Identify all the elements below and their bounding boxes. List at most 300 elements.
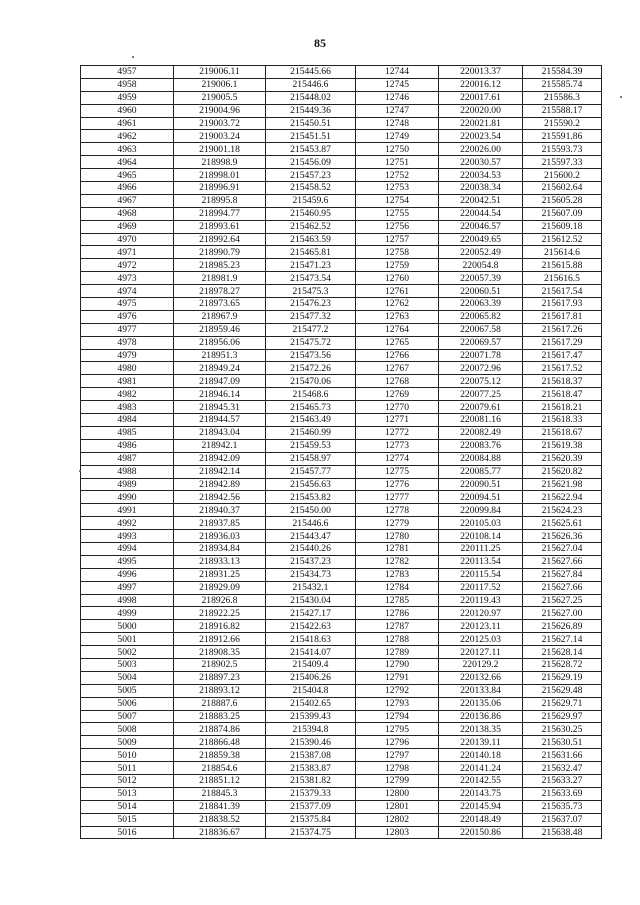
table-cell: 215462.52: [266, 220, 356, 233]
table-cell: 220034.53: [439, 169, 523, 182]
table-cell: 215627.14: [523, 633, 602, 646]
table-cell: 220057.39: [439, 272, 523, 285]
table-cell: 218995.8: [174, 194, 266, 207]
table-row: [81, 426, 602, 439]
table-cell: 215626.36: [523, 530, 602, 543]
table-cell: 215449.36: [266, 104, 356, 117]
table-cell: 5010: [81, 749, 174, 762]
table-cell: 218973.65: [174, 298, 266, 311]
table-cell: 12791: [356, 671, 439, 684]
table-cell: 215427.17: [266, 607, 356, 620]
table-cell: 218959.46: [174, 323, 266, 336]
table-cell: 12798: [356, 762, 439, 775]
table-cell: 220017.61: [439, 91, 523, 104]
table-cell: 220138.35: [439, 723, 523, 736]
table-cell: 218883.25: [174, 710, 266, 723]
table-cell: 220143.75: [439, 787, 523, 800]
table-row: [81, 375, 602, 388]
table-cell: 4992: [81, 517, 174, 530]
table-cell: 4996: [81, 568, 174, 581]
table-cell: 5016: [81, 826, 174, 839]
table-cell: 215617.93: [523, 298, 602, 311]
table-cell: 12795: [356, 723, 439, 736]
table-row: [81, 194, 602, 207]
table-cell: 5013: [81, 787, 174, 800]
table-cell: 218992.64: [174, 233, 266, 246]
table-cell: 12779: [356, 517, 439, 530]
table-cell: 4967: [81, 194, 174, 207]
table-cell: 215451.51: [266, 130, 356, 143]
table-cell: 215475.72: [266, 336, 356, 349]
table-cell: 218859.38: [174, 749, 266, 762]
table-row: [81, 285, 602, 298]
table-cell: 4989: [81, 478, 174, 491]
table-cell: 220069.57: [439, 336, 523, 349]
table-cell: 220030.57: [439, 156, 523, 169]
table-row: [81, 439, 602, 452]
table-row: [81, 388, 602, 401]
table-cell: 4998: [81, 594, 174, 607]
table-cell: 215377.09: [266, 800, 356, 813]
table-cell: 215617.81: [523, 310, 602, 323]
table-cell: 12750: [356, 143, 439, 156]
table-cell: 218998.9: [174, 156, 266, 169]
table-cell: 4969: [81, 220, 174, 233]
table-cell: 215631.66: [523, 749, 602, 762]
table-row: [81, 749, 602, 762]
table-cell: 215453.82: [266, 491, 356, 504]
table-cell: 215437.23: [266, 555, 356, 568]
table-cell: 12744: [356, 66, 439, 79]
table-cell: 215440.26: [266, 542, 356, 555]
table-cell: 218836.67: [174, 826, 266, 839]
table-cell: 215458.97: [266, 452, 356, 465]
table-cell: 5005: [81, 684, 174, 697]
table-cell: 4999: [81, 607, 174, 620]
coordinates-table: [80, 65, 602, 839]
table-cell: 215450.51: [266, 117, 356, 130]
table-cell: 215457.77: [266, 465, 356, 478]
table-row: [81, 91, 602, 104]
table-cell: 4973: [81, 272, 174, 285]
table-cell: 12769: [356, 388, 439, 401]
table-cell: 215390.46: [266, 736, 356, 749]
table-cell: 218945.31: [174, 401, 266, 414]
table-cell: 215460.99: [266, 426, 356, 439]
table-cell: 220049.65: [439, 233, 523, 246]
table-cell: 12797: [356, 749, 439, 762]
table-cell: 220038.34: [439, 182, 523, 195]
table-cell: 215399.43: [266, 710, 356, 723]
table-cell: 218994.77: [174, 207, 266, 220]
table-cell: 220133.84: [439, 684, 523, 697]
table-row: [81, 156, 602, 169]
table-cell: 4977: [81, 323, 174, 336]
table-row: [81, 130, 602, 143]
table-cell: 4982: [81, 388, 174, 401]
table-cell: 220150.86: [439, 826, 523, 839]
table-row: [81, 362, 602, 375]
table-cell: 218931.25: [174, 568, 266, 581]
table-cell: 5002: [81, 646, 174, 659]
table-cell: 218947.09: [174, 375, 266, 388]
table-cell: 12787: [356, 620, 439, 633]
table-cell: 215627.04: [523, 542, 602, 555]
table-cell: 220127.11: [439, 646, 523, 659]
table-cell: 220083.76: [439, 439, 523, 452]
table-cell: 215618.37: [523, 375, 602, 388]
table-cell: 12749: [356, 130, 439, 143]
table-cell: 12763: [356, 310, 439, 323]
table-cell: 220142.55: [439, 774, 523, 787]
table-cell: 12786: [356, 607, 439, 620]
table-cell: 215620.39: [523, 452, 602, 465]
table-cell: 215468.6: [266, 388, 356, 401]
table-cell: 215446.6: [266, 517, 356, 530]
table-cell: 220042.51: [439, 194, 523, 207]
table-cell: 4976: [81, 310, 174, 323]
table-row: [81, 259, 602, 272]
table-cell: 215616.5: [523, 272, 602, 285]
table-cell: 215402.65: [266, 697, 356, 710]
table-cell: 219006.1: [174, 78, 266, 91]
table-cell: 215628.72: [523, 658, 602, 671]
table-cell: 218851.12: [174, 774, 266, 787]
table-row: [81, 310, 602, 323]
table-cell: 12780: [356, 530, 439, 543]
table-cell: 215586.3: [523, 91, 602, 104]
scan-speck: [620, 96, 622, 98]
table-row: [81, 233, 602, 246]
table-cell: 220125.03: [439, 633, 523, 646]
table-cell: 218887.6: [174, 697, 266, 710]
table-row: [81, 143, 602, 156]
table-cell: 215446.6: [266, 78, 356, 91]
table-cell: 218949.24: [174, 362, 266, 375]
table-row: [81, 465, 602, 478]
table-cell: 215635.73: [523, 800, 602, 813]
table-row: [81, 710, 602, 723]
table-cell: 215629.19: [523, 671, 602, 684]
table-cell: 220054.8: [439, 259, 523, 272]
table-cell: 220060.51: [439, 285, 523, 298]
table-cell: 218874.86: [174, 723, 266, 736]
table-row: [81, 207, 602, 220]
table-row: [81, 684, 602, 697]
table-cell: 215418.63: [266, 633, 356, 646]
table-cell: 215463.59: [266, 233, 356, 246]
table-cell: 215477.2: [266, 323, 356, 336]
table-cell: 218845.3: [174, 787, 266, 800]
table-cell: 12766: [356, 349, 439, 362]
table-cell: 4984: [81, 414, 174, 427]
table-row: [81, 826, 602, 839]
table-cell: 218942.89: [174, 478, 266, 491]
table-row: [81, 697, 602, 710]
table-cell: 215591.86: [523, 130, 602, 143]
table-cell: 4963: [81, 143, 174, 156]
table-row: [81, 517, 602, 530]
table-cell: 218936.03: [174, 530, 266, 543]
table-cell: 220021.81: [439, 117, 523, 130]
table-cell: 215470.06: [266, 375, 356, 388]
table-row: [81, 607, 602, 620]
table-cell: 215463.49: [266, 414, 356, 427]
table-row: [81, 762, 602, 775]
table-cell: 215458.52: [266, 182, 356, 195]
table-row: [81, 658, 602, 671]
table-cell: 215622.94: [523, 491, 602, 504]
table-cell: 12752: [356, 169, 439, 182]
table-cell: 215404.8: [266, 684, 356, 697]
table-cell: 12765: [356, 336, 439, 349]
table-cell: 215628.14: [523, 646, 602, 659]
table-cell: 12802: [356, 813, 439, 826]
table-cell: 215379.33: [266, 787, 356, 800]
table-cell: 5004: [81, 671, 174, 684]
table-cell: 12757: [356, 233, 439, 246]
table-cell: 215450.00: [266, 504, 356, 517]
table-cell: 218854.6: [174, 762, 266, 775]
table-cell: 12767: [356, 362, 439, 375]
table-cell: 220111.25: [439, 542, 523, 555]
table-cell: 218916.82: [174, 620, 266, 633]
table-row: [81, 323, 602, 336]
table-cell: 219003.24: [174, 130, 266, 143]
table-cell: 218942.09: [174, 452, 266, 465]
table-cell: 215409.4: [266, 658, 356, 671]
table-cell: 218985.23: [174, 259, 266, 272]
table-cell: 215638.48: [523, 826, 602, 839]
table-cell: 4991: [81, 504, 174, 517]
table-cell: 218866.48: [174, 736, 266, 749]
table-cell: 220081.16: [439, 414, 523, 427]
table-cell: 12746: [356, 91, 439, 104]
table-cell: 4964: [81, 156, 174, 169]
scan-speck: [79, 470, 81, 472]
table-cell: 218990.79: [174, 246, 266, 259]
table-cell: 4961: [81, 117, 174, 130]
table-row: [81, 220, 602, 233]
table-cell: 215473.54: [266, 272, 356, 285]
table-cell: 215629.97: [523, 710, 602, 723]
table-cell: 215584.39: [523, 66, 602, 79]
table-cell: 219001.18: [174, 143, 266, 156]
table-cell: 4958: [81, 78, 174, 91]
table-cell: 218926.8: [174, 594, 266, 607]
table-cell: 215627.25: [523, 594, 602, 607]
table-cell: 220085.77: [439, 465, 523, 478]
table-cell: 5000: [81, 620, 174, 633]
table-cell: 215383.87: [266, 762, 356, 775]
table-cell: 215375.84: [266, 813, 356, 826]
table-cell: 215414.07: [266, 646, 356, 659]
table-cell: 12782: [356, 555, 439, 568]
table-cell: 215602.64: [523, 182, 602, 195]
table-cell: 220139.11: [439, 736, 523, 749]
table-cell: 215627.66: [523, 555, 602, 568]
table-cell: 215609.18: [523, 220, 602, 233]
table-cell: 215627.84: [523, 568, 602, 581]
table-cell: 12756: [356, 220, 439, 233]
table-cell: 12771: [356, 414, 439, 427]
table-cell: 215456.63: [266, 478, 356, 491]
table-cell: 4983: [81, 401, 174, 414]
table-cell: 219005.5: [174, 91, 266, 104]
table-row: [81, 182, 602, 195]
table-row: [81, 723, 602, 736]
table-cell: 12768: [356, 375, 439, 388]
table-row: [81, 504, 602, 517]
table-cell: 215394.8: [266, 723, 356, 736]
table-cell: 220129.2: [439, 658, 523, 671]
table-cell: 215605.28: [523, 194, 602, 207]
table-cell: 4957: [81, 66, 174, 79]
table-cell: 220141.24: [439, 762, 523, 775]
table-cell: 218943.04: [174, 426, 266, 439]
table-cell: 4995: [81, 555, 174, 568]
table-row: [81, 646, 602, 659]
table-cell: 12764: [356, 323, 439, 336]
table-cell: 218942.14: [174, 465, 266, 478]
table-cell: 215443.47: [266, 530, 356, 543]
table-cell: 215387.08: [266, 749, 356, 762]
table-cell: 4974: [81, 285, 174, 298]
table-row: [81, 736, 602, 749]
table-cell: 220020.00: [439, 104, 523, 117]
table-cell: 215632.47: [523, 762, 602, 775]
table-cell: 218944.57: [174, 414, 266, 427]
table-row: [81, 800, 602, 813]
table-cell: 12773: [356, 439, 439, 452]
table-cell: 5009: [81, 736, 174, 749]
table-cell: 215627.00: [523, 607, 602, 620]
table-cell: 12800: [356, 787, 439, 800]
table-cell: 218946.14: [174, 388, 266, 401]
table-cell: 12758: [356, 246, 439, 259]
table-cell: 4970: [81, 233, 174, 246]
table-cell: 220115.54: [439, 568, 523, 581]
table-row: [81, 78, 602, 91]
table-cell: 4959: [81, 91, 174, 104]
table-row: [81, 298, 602, 311]
table-row: [81, 336, 602, 349]
table-cell: 220084.88: [439, 452, 523, 465]
table-cell: 215618.21: [523, 401, 602, 414]
table-cell: 4965: [81, 169, 174, 182]
table-row: [81, 349, 602, 362]
table-cell: 215617.47: [523, 349, 602, 362]
table-row: [81, 555, 602, 568]
table-cell: 215614.6: [523, 246, 602, 259]
table-cell: 12747: [356, 104, 439, 117]
table-cell: 5011: [81, 762, 174, 775]
table-cell: 220044.54: [439, 207, 523, 220]
table-cell: 12793: [356, 697, 439, 710]
table-cell: 4979: [81, 349, 174, 362]
table-cell: 220072.96: [439, 362, 523, 375]
table-cell: 12748: [356, 117, 439, 130]
table-cell: 218998.01: [174, 169, 266, 182]
table-cell: 215434.73: [266, 568, 356, 581]
table-cell: 215432.1: [266, 581, 356, 594]
table-cell: 215626.89: [523, 620, 602, 633]
table-row: [81, 787, 602, 800]
table-cell: 215617.52: [523, 362, 602, 375]
table-cell: 218893.12: [174, 684, 266, 697]
table-row: [81, 401, 602, 414]
table-cell: 218956.06: [174, 336, 266, 349]
table-cell: 220052.49: [439, 246, 523, 259]
table-cell: 220046.57: [439, 220, 523, 233]
table-cell: 215607.09: [523, 207, 602, 220]
table-cell: 220105.03: [439, 517, 523, 530]
table-cell: 220013.37: [439, 66, 523, 79]
table-cell: 215618.33: [523, 414, 602, 427]
table-cell: 215624.23: [523, 504, 602, 517]
table-row: [81, 104, 602, 117]
table-cell: 4968: [81, 207, 174, 220]
table-cell: 215475.3: [266, 285, 356, 298]
table-cell: 12745: [356, 78, 439, 91]
table-cell: 215637.07: [523, 813, 602, 826]
table-cell: 215612.52: [523, 233, 602, 246]
table-cell: 215459.6: [266, 194, 356, 207]
table-body: [81, 66, 602, 839]
table-cell: 215406.26: [266, 671, 356, 684]
coordinates-table-container: [80, 65, 601, 839]
table-row: [81, 246, 602, 259]
table-cell: 220071.78: [439, 349, 523, 362]
table-cell: 220026.00: [439, 143, 523, 156]
table-cell: 220136.86: [439, 710, 523, 723]
table-row: [81, 478, 602, 491]
table-cell: 215630.51: [523, 736, 602, 749]
table-cell: 215619.38: [523, 439, 602, 452]
table-cell: 218942.1: [174, 439, 266, 452]
table-cell: 220075.12: [439, 375, 523, 388]
table-row: [81, 671, 602, 684]
table-cell: 4971: [81, 246, 174, 259]
table-cell: 218933.13: [174, 555, 266, 568]
table-cell: 12751: [356, 156, 439, 169]
table-cell: 4997: [81, 581, 174, 594]
table-cell: 12788: [356, 633, 439, 646]
table-cell: 215617.54: [523, 285, 602, 298]
table-cell: 220108.14: [439, 530, 523, 543]
table-cell: 12799: [356, 774, 439, 787]
table-cell: 215422.63: [266, 620, 356, 633]
table-cell: 220079.61: [439, 401, 523, 414]
table-cell: 5007: [81, 710, 174, 723]
table-cell: 12781: [356, 542, 439, 555]
table-cell: 220120.97: [439, 607, 523, 620]
page-number: 85: [314, 36, 326, 50]
table-cell: 4978: [81, 336, 174, 349]
table-cell: 220023.54: [439, 130, 523, 143]
table-cell: 215620.82: [523, 465, 602, 478]
table-row: [81, 542, 602, 555]
table-cell: 218937.85: [174, 517, 266, 530]
table-cell: 4972: [81, 259, 174, 272]
table-cell: 4990: [81, 491, 174, 504]
table-cell: 215445.66: [266, 66, 356, 79]
table-row: [81, 66, 602, 79]
table-cell: 220099.84: [439, 504, 523, 517]
table-cell: 215588.17: [523, 104, 602, 117]
table-row: [81, 117, 602, 130]
table-cell: 220145.94: [439, 800, 523, 813]
